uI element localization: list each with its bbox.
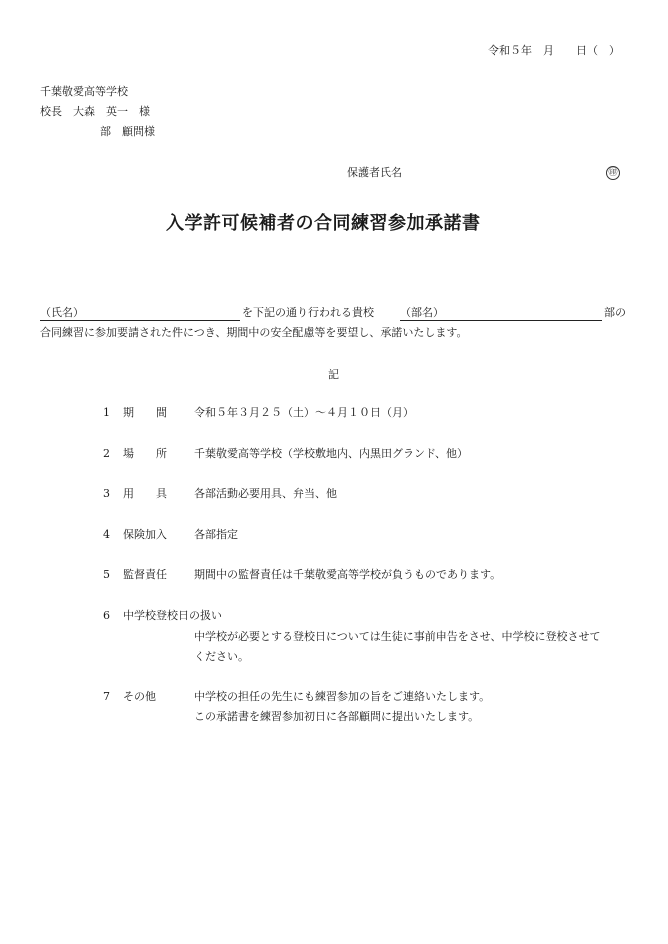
item-value: 各部活動必要用具、弁当、他 xyxy=(194,487,337,500)
item-number: 1 xyxy=(103,406,110,419)
item-label: 保険加入 xyxy=(123,528,167,541)
item-label: 中学校登校日の扱い xyxy=(123,609,222,622)
club-underline[interactable] xyxy=(400,320,602,321)
item-number: 4 xyxy=(103,528,110,541)
item-value: 各部指定 xyxy=(194,528,238,541)
club-label: （部名） xyxy=(400,306,444,319)
item-label: 用 具 xyxy=(123,487,167,500)
document-title: 入学許可候補者の合同練習参加承諾書 xyxy=(166,213,481,234)
seal-mark: ㊞ xyxy=(606,166,620,180)
body-mid-text: を下記の通り行われる貴校 xyxy=(242,306,374,319)
item-value: 令和５年３月２５（土）～４月１０日（月） xyxy=(194,406,414,419)
item-value-line: この承諾書を練習参加初日に各部顧問に提出いたします。 xyxy=(194,710,480,723)
item-value-line: 中学校の担任の先生にも練習参加の旨をご連絡いたします。 xyxy=(194,690,491,703)
addressee-principal: 校長 大森 英一 様 xyxy=(40,105,150,118)
body-line-2: 合同練習に参加要請された件につき、期間中の安全配慮等を要望し、承諾いたします。 xyxy=(40,326,468,339)
item-label: 場 所 xyxy=(123,447,167,460)
item-number: 2 xyxy=(103,447,110,460)
addressee-school: 千葉敬愛高等学校 xyxy=(40,85,128,98)
item-value: 期間中の監督責任は千葉敬愛高等学校が負うものであります。 xyxy=(194,568,502,581)
document-date: 令和５年 月 日（ ） xyxy=(488,44,620,57)
addressee-club-advisor: 部 顧問様 xyxy=(100,125,155,138)
item-value: 千葉敬愛高等学校（学校敷地内、内黒田グランド、他） xyxy=(194,447,469,460)
item-label: 期 間 xyxy=(123,406,167,419)
item-number: 6 xyxy=(103,609,110,622)
ki-heading: 記 xyxy=(328,368,339,381)
item-label: その他 xyxy=(123,690,156,703)
item-number: 5 xyxy=(103,568,110,581)
item-value-line: 中学校が必要とする登校日については生徒に事前申告をさせ、中学校に登校させて xyxy=(194,630,601,643)
name-underline[interactable] xyxy=(40,320,240,321)
guardian-name-label: 保護者氏名 xyxy=(347,166,402,179)
item-value-line: ください。 xyxy=(194,650,249,663)
item-number: 7 xyxy=(103,690,110,703)
club-suffix: 部の xyxy=(604,306,626,319)
item-number: 3 xyxy=(103,487,110,500)
item-label: 監督責任 xyxy=(123,568,167,581)
name-label: （氏名） xyxy=(40,306,84,319)
